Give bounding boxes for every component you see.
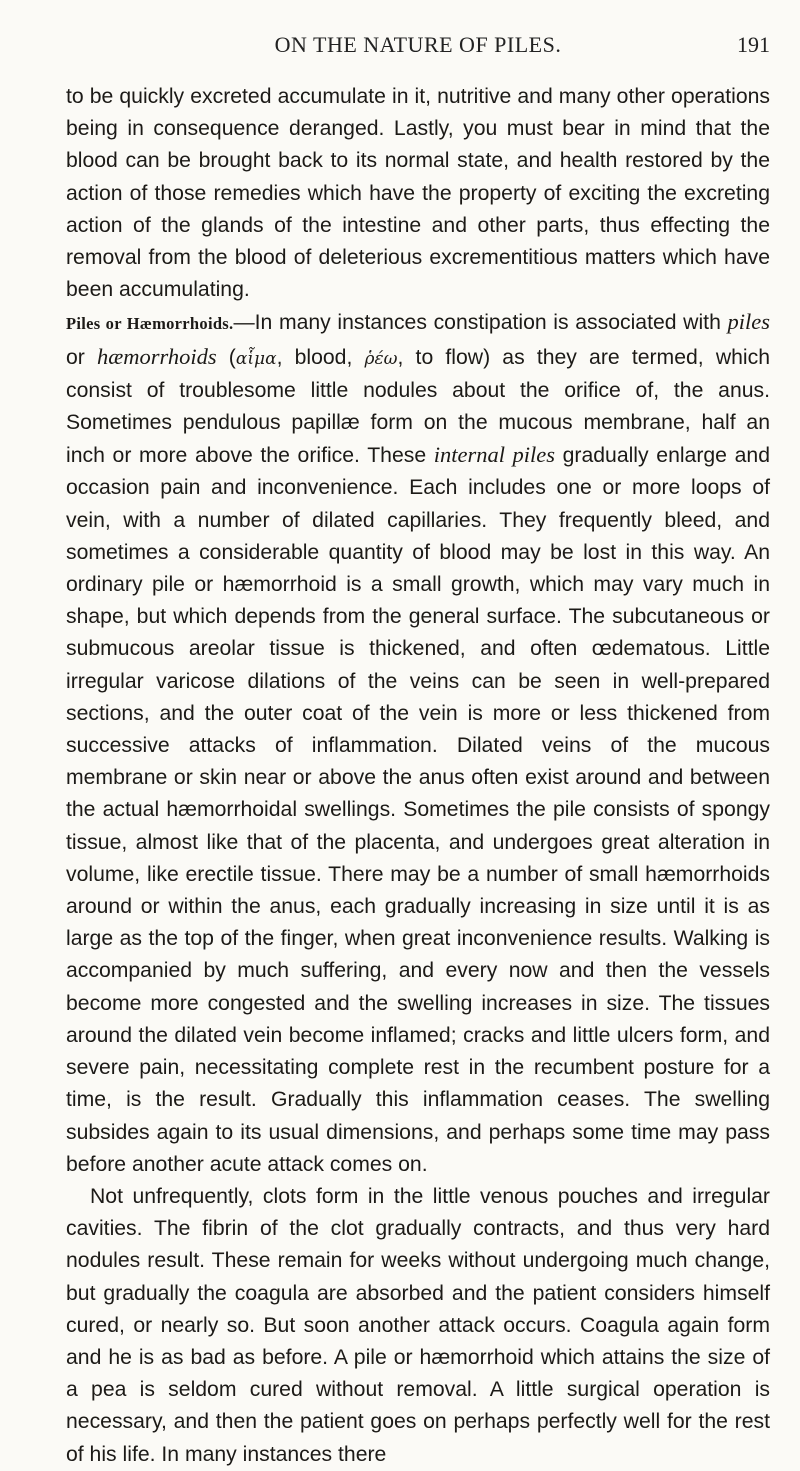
running-title: ON THE NATURE OF PILES. [274,32,562,57]
text-run: , to flow) as they are termed, which consist of troublesome little nodules about the orifice of, the anus. Sometimes pendulous papillæ form on the mucous membrane, half an inch or more above the orifice. These [66,345,770,468]
page-number: 191 [737,32,770,57]
italic-term-internal-piles: internal piles [433,442,555,468]
paragraph-clots: Not unfrequently, clots form in the little venous pouches and irregular cavities. The fibrin of the clot gradually contracts, and thus very hard nodules result. These remain for weeks without undergoing much change, but gradually the coagula are absorbed and the patient considers himself cured, or nearly so. But soon another attack occurs. Coagula again form and he is as bad as before. A pile or hæmorrhoid which attains the size of a pea is seldom cured without removal. A little surgical operation is necessary, and then the patient goes on perhaps perfectly well for the rest of his life. In many instances there [66,1184,770,1466]
greek-word-rheo: ῥέω [364,348,398,369]
body-text [66,81,770,1471]
italic-term-piles: piles [727,309,770,335]
italic-term-haemorrhoids: hæmorrhoids [97,343,217,369]
text-run: , blood, [276,345,365,369]
text-run: —In many instances constipation is associated with [233,311,728,335]
sidehead-piles: Piles or Hæmorrhoids. [66,314,234,334]
paragraph-continuation: to be quickly excreted accumulate in it, nutritive and many other operations being in consequence deranged. Lastly, you must bear in mind that the blood can be brought back to its normal state, and health restored by the action of those remedies which have the property of exciting the excreting action of the glands of the intestine and other parts, thus effecting the removal from the blood of deleterious excrementitious matters which have been accumulating. [66,85,770,302]
paragraph-piles [66,306,770,1180]
greek-word-haima: αἷμα [235,348,277,369]
text-run: gradually enlarge and occasion pain and inconvenience. Each includes one or more loops of vein, with a number of dilated capillaries. They frequently bleed, and sometimes a considerable quantity of blood may be lost in this way. An ordinary pile or hæmorrhoid is a small growth, which may vary much in shape, but which depends from the general surface. The subcutaneous or submucous areolar tissue is thickened, and often œdematous. Little irregular varicose dilations of the veins can be seen in well-prepared sections, and the outer coat of the vein is more or less thickened from successive attacks of inflammation. Dilated veins of the mucous membrane or skin near or above the anus often exist around and between the actual hæmorrhoidal swellings. Sometimes the pile consists of spongy tissue, almost like that of the placenta, and undergoes great alteration in volume, like erectile tissue. There may be a number of small hæmorrhoids around or within the anus, each gradually increasing in size until it is as large as the top of the finger, when great inconvenience results. Walking is accompanied by much suffering, and every now and then the vessels become more congested and the swelling increases in size. The tissues around the dilated vein become inflamed; cracks and little ulcers form, and severe pain, necessitating complete rest in the recumbent posture for a time, is the result. Gradually this inflammation ceases. The swelling subsides again to its usual dimensions, and perhaps some time may pass before another acute attack comes on. [66,444,770,1176]
text-run: ( [216,345,236,369]
text-run: or [66,345,98,369]
running-head [66,32,770,64]
